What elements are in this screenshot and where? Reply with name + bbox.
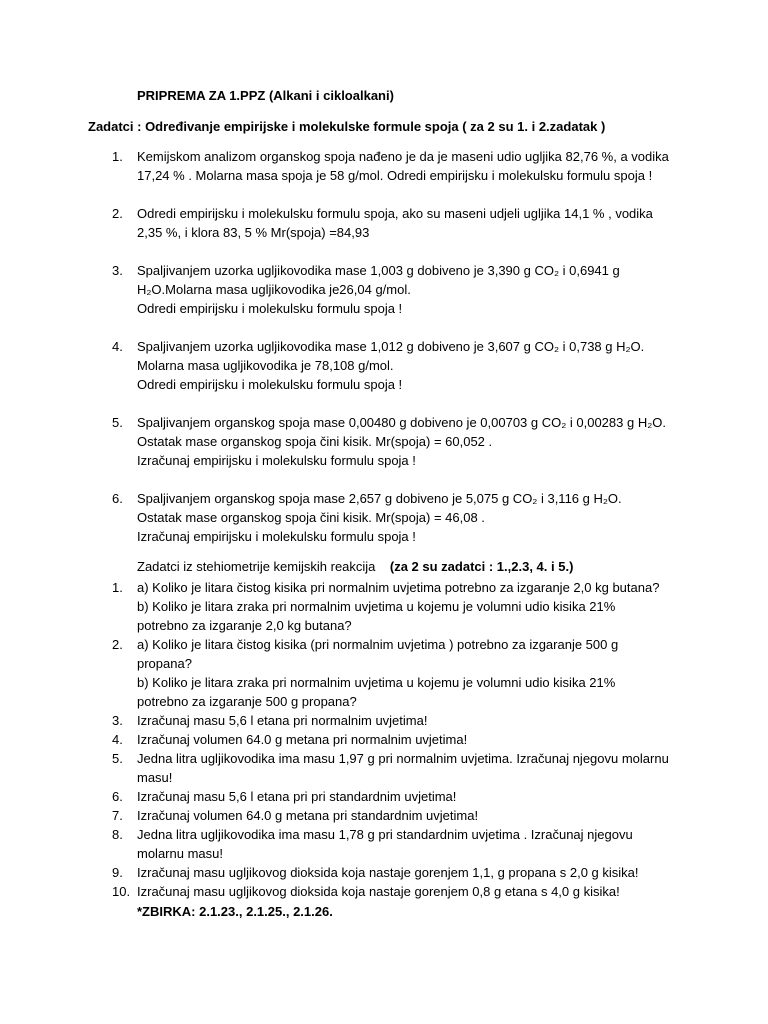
item-text-line: Spaljivanjem uzorka ugljikovodika mase 1,003 g dobiveno je 3,390 g CO₂ i 0,6941 g	[137, 263, 620, 278]
item-number: 2.	[112, 637, 123, 652]
section2-heading-text: Zadatci iz stehiometrije kemijskih reakcija	[137, 559, 376, 574]
stoichiometry-task-item	[0, 711, 768, 730]
stoichiometry-task-item	[0, 863, 768, 882]
item-text-line: 17,24 % . Molarna masa spoja je 58 g/mol. Odredi empirijsku i molekulsku formulu spoja !	[137, 168, 653, 183]
item-text-line: Izračunaj volumen 64.0 g metana pri standardnim uvjetima!	[137, 808, 479, 823]
item-number: 6.	[112, 789, 123, 804]
item-text-line: Molarna masa ugljikovodika je 78,108 g/mol.	[137, 358, 394, 373]
section2-heading-note: (za 2 su zadatci : 1.,2.3, 4. i 5.)	[389, 559, 574, 574]
stoichiometry-task-item	[0, 825, 768, 863]
stoichiometry-task-item	[0, 578, 768, 635]
item-text-line: potrebno za izgaranje 2,0 kg butana?	[137, 618, 352, 633]
item-text-line: Spaljivanjem organskog spoja mase 0,00480 g dobiveno je 0,00703 g CO₂ i 0,00283 g H₂O.	[137, 415, 666, 430]
item-number: 4.	[112, 339, 123, 354]
item-text-line: Odredi empirijsku i molekulsku formulu spoja !	[137, 377, 403, 392]
stoichiometry-task-item	[0, 806, 768, 825]
item-text-line: Izračunaj masu 5,6 l etana pri pri standardnim uvjetima!	[137, 789, 457, 804]
item-text-line: Jedna litra ugljikovodika ima masu 1,97 g pri normalnim uvjetima. Izračunaj njegovu molarnu	[137, 751, 669, 766]
item-text-line: potrebno za izgaranje 500 g propana?	[137, 694, 357, 709]
item-text-line: a) Koliko je litara čistog kisika (pri normalnim uvjetima ) potrebno za izgaranje 500 g	[137, 637, 619, 652]
empirical-task-item	[0, 337, 768, 394]
item-text-line: Izračunaj masu ugljikovog dioksida koja nastaje gorenjem 1,1, g propana s 2,0 g kisika!	[137, 865, 639, 880]
section2-heading	[137, 557, 573, 576]
item-text-line: H₂O.Molarna masa ugljikovodika je26,04 g/mol.	[137, 282, 411, 297]
item-number: 3.	[112, 263, 123, 278]
item-text-line: a) Koliko je litara čistog kisika pri normalnim uvjetima potrebno za izgaranje 2,0 kg butana?	[137, 580, 660, 595]
item-text-line: Ostatak mase organskog spoja čini kisik. Mr(spoja) = 60,052 .	[137, 434, 493, 449]
item-number: 1.	[112, 149, 123, 164]
item-number: 6.	[112, 491, 123, 506]
empirical-task-item	[0, 413, 768, 470]
item-text-line: Odredi empirijsku i molekulsku formulu spoja !	[137, 301, 403, 316]
empirical-formula-task-list	[0, 147, 768, 565]
page-title: PRIPREMA ZA 1.PPZ (Alkani i cikloalkani)	[137, 88, 394, 103]
stoichiometry-task-item	[0, 635, 768, 711]
item-text-line: b) Koliko je litara zraka pri normalnim uvjetima u kojemu je volumni udio kisika 21%	[137, 599, 616, 614]
item-number: 10.	[112, 884, 131, 899]
item-number: 7.	[112, 808, 123, 823]
section1-heading: Zadatci : Određivanje empirijske i molekulske formule spoja ( za 2 su 1. i 2.zadatak )	[88, 119, 606, 134]
empirical-task-item	[0, 489, 768, 546]
item-number: 4.	[112, 732, 123, 747]
item-text-line: Spaljivanjem uzorka ugljikovodika mase 1,012 g dobiveno je 3,607 g CO₂ i 0,738 g H₂O.	[137, 339, 645, 354]
item-text-line: Izračunaj masu 5,6 l etana pri normalnim uvjetima!	[137, 713, 428, 728]
stoichiometry-task-item	[0, 749, 768, 787]
item-number: 8.	[112, 827, 123, 842]
item-text-line: b) Koliko je litara zraka pri normalnim uvjetima u kojemu je volumni udio kisika 21%	[137, 675, 616, 690]
empirical-task-item	[0, 147, 768, 185]
item-number: 2.	[112, 206, 123, 221]
item-number: 5.	[112, 751, 123, 766]
item-text-line: propana?	[137, 656, 192, 671]
item-text-line: Izračunaj empirijsku i molekulsku formulu spoja !	[137, 453, 416, 468]
item-text-line: Izračunaj empirijsku i molekulsku formulu spoja !	[137, 529, 416, 544]
item-text-line: masu!	[137, 770, 173, 785]
item-text-line: Ostatak mase organskog spoja čini kisik. Mr(spoja) = 46,08 .	[137, 510, 485, 525]
item-number: 9.	[112, 865, 123, 880]
item-text-line: Izračunaj masu ugljikovog dioksida koja nastaje gorenjem 0,8 g etana s 4,0 g kisika!	[137, 884, 620, 899]
item-number: 5.	[112, 415, 123, 430]
stoichiometry-task-item	[0, 730, 768, 749]
item-text-line: 2,35 %, i klora 83, 5 % Mr(spoja) =84,93	[137, 225, 370, 240]
empirical-task-item	[0, 204, 768, 242]
item-text-line: molarnu masu!	[137, 846, 223, 861]
item-text-line: Odredi empirijsku i molekulsku formulu spoja, ako su maseni udjeli ugljika 14,1 % , vodika	[137, 206, 653, 221]
item-text-line: Jedna litra ugljikovodika ima masu 1,78 g pri standardnim uvjetima . Izračunaj njegovu	[137, 827, 633, 842]
item-number: 3.	[112, 713, 123, 728]
item-text-line: Izračunaj volumen 64.0 g metana pri normalnim uvjetima!	[137, 732, 468, 747]
item-text-line: Spaljivanjem organskog spoja mase 2,657 g dobiveno je 5,075 g CO₂ i 3,116 g H₂O.	[137, 491, 622, 506]
item-number: 1.	[112, 580, 123, 595]
stoichiometry-task-list	[0, 578, 768, 901]
stoichiometry-task-item	[0, 787, 768, 806]
zbirka-reference: *ZBIRKA: 2.1.23., 2.1.25., 2.1.26.	[137, 904, 333, 919]
empirical-task-item	[0, 261, 768, 318]
item-text-line: Kemijskom analizom organskog spoja nađeno je da je maseni udio ugljika 82,76 %, a vodika	[137, 149, 669, 164]
stoichiometry-task-item	[0, 882, 768, 901]
